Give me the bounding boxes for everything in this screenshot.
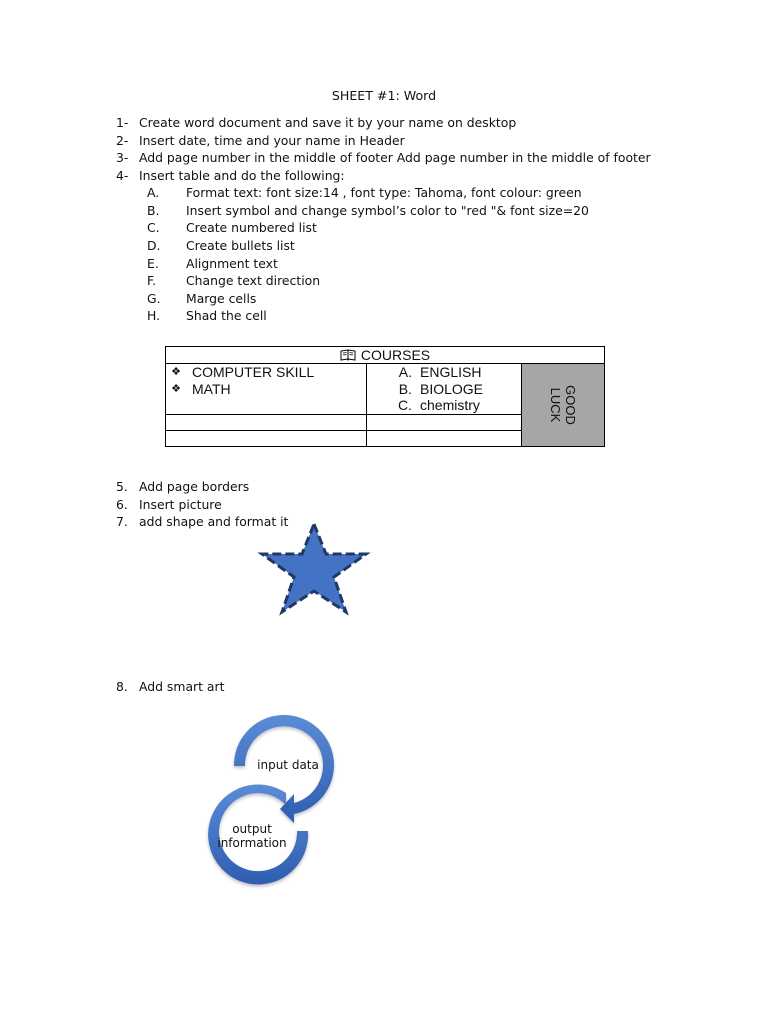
substep-text: Insert symbol and change symbol’s color to "red "& font size=20	[186, 203, 589, 218]
page-title: SHEET #1: Word	[331, 88, 437, 103]
step-text: add shape and format it	[139, 514, 289, 529]
step-text: Add page number in the middle of footer Add page number in the middle of footer	[139, 150, 651, 165]
numbered-item-text: ENGLISH	[420, 364, 482, 380]
bullets-list	[166, 364, 366, 397]
step-number: 4-	[116, 168, 129, 183]
step-number: 8.	[116, 679, 128, 694]
step-number: 1-	[116, 115, 129, 130]
merged-shaded-cell	[522, 364, 605, 447]
list-marker: B.	[398, 380, 412, 397]
list-item	[367, 381, 521, 398]
table-header-cell	[166, 347, 605, 364]
courses-table	[165, 346, 605, 447]
open-book-icon	[340, 348, 356, 360]
empty-cell	[166, 430, 367, 446]
substep-text: Shad the cell	[186, 308, 267, 323]
substep-letter: A.	[147, 185, 160, 200]
empty-cell	[166, 414, 367, 430]
substep-letter: D.	[147, 238, 161, 253]
step-text: Insert picture	[139, 497, 222, 512]
numbered-item-text: chemistry	[420, 397, 480, 413]
output-line: output	[232, 822, 272, 836]
numbered-list	[367, 364, 521, 414]
bullets-cell	[166, 364, 367, 415]
diamond-bullet-icon: ❖	[171, 366, 181, 378]
substep-letter: F.	[147, 273, 157, 288]
step-number: 3-	[116, 150, 129, 165]
smart-art-label-output	[212, 822, 292, 850]
list-item	[166, 364, 366, 381]
substep-letter: H.	[147, 308, 161, 323]
bullet-item-text: MATH	[192, 380, 231, 397]
step-number: 6.	[116, 497, 128, 512]
substep-text: Create bullets list	[186, 238, 295, 253]
substep-text: Create numbered list	[186, 220, 317, 235]
substep-text: Change text direction	[186, 273, 321, 288]
step-text: Insert date, time and your name in Header	[139, 133, 405, 148]
substep-letter: G.	[147, 291, 161, 306]
smart-art-cycle	[190, 705, 360, 900]
step-text: Add smart art	[139, 679, 225, 694]
list-marker: A.	[398, 364, 412, 380]
step-text: Create word document and save it by your name on desktop	[139, 115, 517, 130]
step-text: Insert table and do the following:	[139, 168, 345, 183]
list-item	[367, 397, 521, 414]
list-item	[367, 364, 521, 381]
substep-letter: B.	[147, 203, 160, 218]
table-header-label: COURSES	[360, 347, 431, 363]
good-text: GOOD	[563, 384, 578, 425]
step-text: Add page borders	[139, 479, 250, 494]
information-line: information	[217, 836, 287, 850]
list-marker: C.	[398, 397, 412, 413]
substep-letter: E.	[147, 256, 159, 271]
bullet-item-text: COMPUTER SKILL	[192, 364, 315, 380]
numbered-cell	[367, 364, 522, 415]
empty-cell	[367, 414, 522, 430]
smart-art-label-input: input data	[257, 758, 319, 772]
empty-cell	[367, 430, 522, 446]
numbered-item-text: BIOLOGE	[420, 380, 484, 397]
substep-text: Alignment text	[186, 256, 278, 271]
substep-text: Marge cells	[186, 291, 257, 306]
diamond-bullet-icon: ❖	[171, 382, 181, 395]
step-number: 7.	[116, 514, 128, 529]
star-shape	[258, 520, 372, 616]
substep-text: Format text: font size:14 , font type: Tahoma, font colour: green	[186, 185, 582, 200]
vertical-text	[548, 385, 578, 425]
luck-text: LUCK	[548, 387, 563, 423]
step-number: 5.	[116, 479, 128, 494]
substep-letter: C.	[147, 220, 160, 235]
step-number: 2-	[116, 133, 129, 148]
list-item	[166, 381, 366, 398]
